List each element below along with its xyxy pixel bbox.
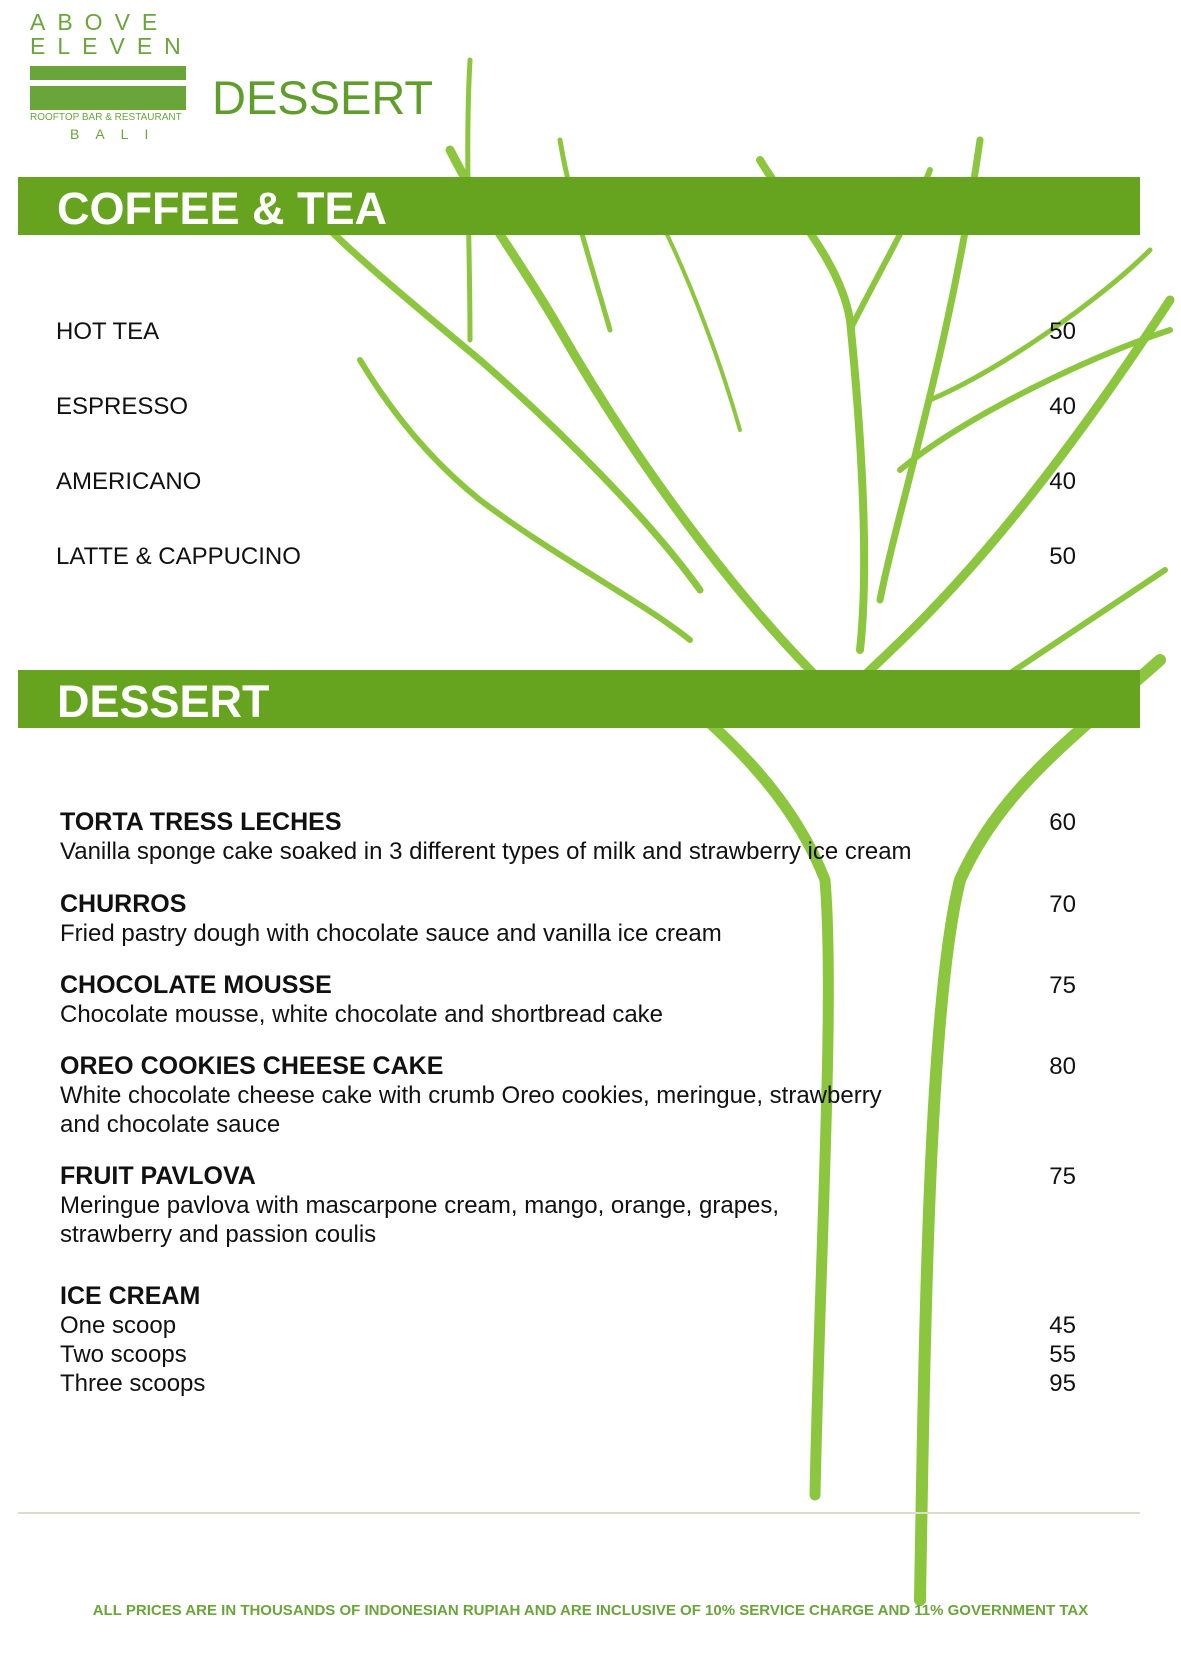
logo-line-eleven: ELEVEN (30, 33, 193, 59)
menu-item-espresso (56, 393, 1076, 421)
option-label: Two scoops (60, 1341, 187, 1368)
item-name: ICE CREAM (60, 1282, 201, 1310)
logo-bar-bottom (30, 86, 186, 110)
item-price: 40 (1049, 393, 1076, 420)
menu-item-fruit-pavlova (60, 1162, 1076, 1249)
menu-item-latte-cappucino (56, 543, 1076, 571)
option-price: 45 (1049, 1312, 1076, 1339)
page-title: DESSERT (212, 71, 434, 124)
item-description: Meringue pavlova with mascarpone cream, mango, orange, grapes, (60, 1192, 780, 1219)
section-title: COFFEE & TEA (57, 183, 388, 234)
option-price: 55 (1049, 1341, 1076, 1368)
logo-location: BALI (70, 126, 165, 142)
item-price: 75 (1049, 1163, 1076, 1190)
menu-item-hot-tea (56, 318, 1076, 346)
item-name: HOT TEA (56, 318, 160, 345)
item-description: White chocolate cheese cake with crumb Oreo cookies, meringue, strawberry (60, 1082, 882, 1109)
option-label: One scoop (60, 1312, 177, 1339)
item-name: OREO COOKIES CHEESE CAKE (60, 1052, 444, 1080)
item-name: LATTE & CAPPUCINO (56, 543, 301, 570)
item-description-continued: and chocolate sauce (60, 1111, 281, 1138)
restaurant-logo (30, 9, 193, 150)
option-label: Three scoops (60, 1370, 206, 1397)
menu-item-ice-cream (60, 1282, 1076, 1398)
logo-line-above: ABOVE (30, 9, 170, 35)
item-name: CHOCOLATE MOUSSE (60, 971, 332, 999)
menu-item-chocolate-mousse (60, 971, 1076, 1029)
menu-item-torta-tress-leches (60, 808, 1076, 866)
price-disclaimer: ALL PRICES ARE IN THOUSANDS OF INDONESIAN RUPIAH AND ARE INCLUSIVE OF 10% SERVICE CHARGE AND 11% GOVERNMENT TAX (92, 1602, 1089, 1619)
section-title: DESSERT (57, 676, 270, 727)
menu-item-oreo-cookies-cheese-cake (60, 1052, 1076, 1139)
logo-bar-top (30, 66, 186, 80)
item-price: 50 (1049, 318, 1076, 345)
item-description: Chocolate mousse, white chocolate and shortbread cake (60, 1001, 664, 1028)
ice-cream-option (60, 1340, 1076, 1369)
item-price: 50 (1049, 543, 1076, 570)
menu-item-americano (56, 468, 1076, 496)
item-description: Fried pastry dough with chocolate sauce and vanilla ice cream (60, 920, 722, 947)
item-price: 70 (1049, 891, 1076, 918)
item-price: 75 (1049, 972, 1076, 999)
ice-cream-option (60, 1369, 1076, 1398)
item-description-continued: strawberry and passion coulis (60, 1221, 377, 1248)
item-description: Vanilla sponge cake soaked in 3 different types of milk and strawberry ice cream (60, 838, 912, 865)
menu-item-churros (60, 890, 1076, 948)
item-price: 60 (1049, 809, 1076, 836)
logo-tagline: ROOFTOP BAR & RESTAURANT (30, 112, 182, 123)
item-name: TORTA TRESS LECHES (60, 808, 342, 836)
item-name: CHURROS (60, 890, 187, 918)
item-name: ESPRESSO (56, 393, 189, 420)
item-price: 40 (1049, 468, 1076, 495)
footer-divider (18, 1512, 1140, 1514)
item-name: AMERICANO (56, 468, 202, 495)
option-price: 95 (1049, 1370, 1076, 1397)
section-header-dessert (18, 670, 1140, 728)
ice-cream-option (60, 1311, 1076, 1340)
item-price: 80 (1049, 1053, 1076, 1080)
item-name: FRUIT PAVLOVA (60, 1162, 256, 1190)
section-header-coffee-tea (18, 177, 1140, 235)
